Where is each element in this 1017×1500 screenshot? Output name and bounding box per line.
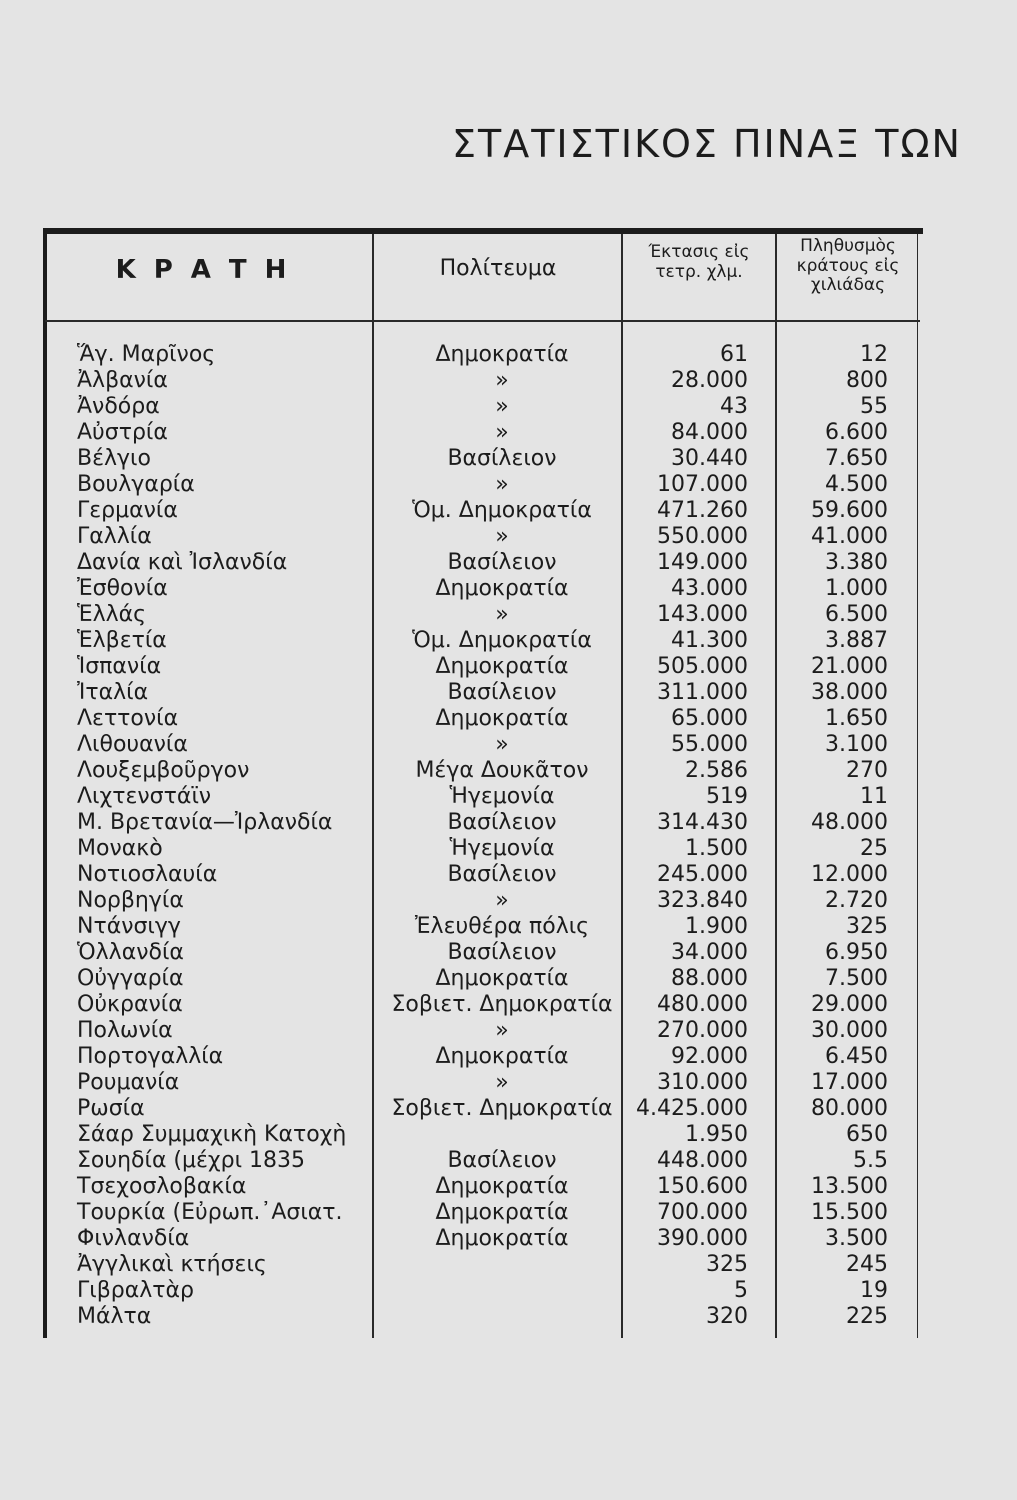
table-row [0, 888, 1017, 914]
regime-cell: Δημοκρατία [435, 1044, 569, 1069]
table-row [0, 810, 1017, 836]
state-name: Ἑλλάς [77, 602, 147, 627]
area-cell: 2.586 [685, 758, 748, 783]
regime-cell: Βασίλειον [447, 680, 557, 705]
table-row [0, 524, 1017, 550]
table-row [0, 1200, 1017, 1226]
regime-cell: » [495, 1070, 509, 1095]
area-cell: 143.000 [657, 602, 748, 627]
table-row [0, 628, 1017, 654]
area-cell: 88.000 [671, 966, 748, 991]
population-cell: 325 [846, 914, 888, 939]
area-cell: 1.500 [685, 836, 748, 861]
area-cell: 314.430 [657, 810, 748, 835]
regime-cell: Ὁμ. Δημοκρατία [412, 498, 592, 523]
regime-cell: Σοβιετ. Δημοκρατία [391, 992, 613, 1017]
table-row [0, 550, 1017, 576]
area-cell: 505.000 [657, 654, 748, 679]
regime-cell: » [495, 888, 509, 913]
state-name: Νοτιοσλαυία [77, 862, 218, 887]
area-cell: 310.000 [657, 1070, 748, 1095]
area-cell: 34.000 [671, 940, 748, 965]
state-name: Ντάνσιγγ [77, 914, 181, 939]
state-name: Βουλγαρία [77, 472, 195, 497]
header-states: ΚΡΑΤΗ [115, 255, 305, 285]
population-cell: 4.500 [825, 472, 888, 497]
regime-cell: » [495, 394, 509, 419]
table-row [0, 1226, 1017, 1252]
population-cell: 6.450 [825, 1044, 888, 1069]
table-row [0, 836, 1017, 862]
state-name: Φινλανδία [77, 1226, 190, 1251]
population-cell: 3.500 [825, 1226, 888, 1251]
table-row [0, 1070, 1017, 1096]
population-cell: 59.600 [811, 498, 888, 523]
state-name: Λουξεμβοῦργον [77, 758, 250, 783]
table-top-rule [45, 228, 923, 234]
area-cell: 41.300 [671, 628, 748, 653]
population-cell: 7.650 [825, 446, 888, 471]
state-name: Ἅγ. Μαρῖνος [77, 342, 216, 367]
regime-cell: » [495, 420, 509, 445]
regime-cell: » [495, 602, 509, 627]
regime-cell: » [495, 368, 509, 393]
population-cell: 2.720 [825, 888, 888, 913]
population-cell: 3.887 [825, 628, 888, 653]
state-name: Ἑλβετία [77, 628, 167, 653]
header-rule [45, 320, 920, 322]
regime-cell: Δημοκρατία [435, 342, 569, 367]
population-cell: 270 [846, 758, 888, 783]
state-name: Νορβηγία [77, 888, 184, 913]
area-cell: 28.000 [671, 368, 748, 393]
population-cell: 650 [846, 1122, 888, 1147]
regime-cell: Βασίλειον [447, 940, 557, 965]
area-cell: 61 [720, 342, 748, 367]
regime-cell: Βασίλειον [447, 810, 557, 835]
state-name: Λιχτενστάϊν [77, 784, 212, 809]
area-cell: 1.900 [685, 914, 748, 939]
table-row [0, 420, 1017, 446]
population-cell: 3.100 [825, 732, 888, 757]
state-name: Πορτογαλλία [77, 1044, 224, 1069]
population-cell: 55 [860, 394, 888, 419]
population-cell: 17.000 [811, 1070, 888, 1095]
population-cell: 5.5 [853, 1148, 888, 1173]
state-name: Σάαρ Συμμαχικὴ Κατοχὴ [77, 1122, 347, 1147]
page-title: ΣΤΑΤΙΣΤΙΚΟΣ ΠΙΝΑΞ ΤΩΝ [452, 122, 962, 166]
area-cell: 55.000 [671, 732, 748, 757]
regime-cell: » [495, 524, 509, 549]
population-cell: 225 [846, 1304, 888, 1329]
regime-cell: Βασίλειον [447, 862, 557, 887]
regime-cell: Δημοκρατία [435, 1174, 569, 1199]
population-cell: 6.600 [825, 420, 888, 445]
regime-cell: Δημοκρατία [435, 1226, 569, 1251]
area-cell: 43.000 [671, 576, 748, 601]
regime-cell: Δημοκρατία [435, 706, 569, 731]
header-area: Έκτασις εἰς τετρ. χλμ. [648, 242, 750, 282]
table-row [0, 862, 1017, 888]
table-row [0, 732, 1017, 758]
population-cell: 245 [846, 1252, 888, 1277]
regime-cell: Δημοκρατία [435, 966, 569, 991]
table-row [0, 446, 1017, 472]
area-cell: 311.000 [657, 680, 748, 705]
area-cell: 5 [734, 1278, 748, 1303]
table-row [0, 1148, 1017, 1174]
table-row [0, 1304, 1017, 1330]
population-cell: 25 [860, 836, 888, 861]
area-cell: 471.260 [657, 498, 748, 523]
population-cell: 1.000 [825, 576, 888, 601]
population-cell: 30.000 [811, 1018, 888, 1043]
area-cell: 700.000 [657, 1200, 748, 1225]
regime-cell: Ἡγεμονία [449, 784, 555, 809]
population-cell: 3.380 [825, 550, 888, 575]
state-name: Τουρκία (Εὐρωπ.᾿Ασιατ. [77, 1200, 343, 1225]
regime-cell: Σοβιετ. Δημοκρατία [391, 1096, 613, 1121]
state-name: Ρωσία [77, 1096, 145, 1121]
state-name: Μ. Βρετανία—Ἰρλανδία [77, 810, 333, 835]
table-row [0, 784, 1017, 810]
state-name: Μονακὸ [77, 836, 163, 861]
population-cell: 800 [846, 368, 888, 393]
table-row [0, 940, 1017, 966]
regime-cell: Βασίλειον [447, 446, 557, 471]
table-row [0, 1096, 1017, 1122]
area-cell: 30.440 [671, 446, 748, 471]
area-cell: 4.425.000 [636, 1096, 748, 1121]
table-row [0, 680, 1017, 706]
state-name: Σουηδία (μέχρι 1835 [77, 1148, 306, 1173]
regime-cell: Δημοκρατία [435, 654, 569, 679]
state-name: Γαλλία [77, 524, 152, 549]
area-cell: 107.000 [657, 472, 748, 497]
population-cell: 19 [860, 1278, 888, 1303]
population-cell: 7.500 [825, 966, 888, 991]
area-cell: 84.000 [671, 420, 748, 445]
state-name: Βέλγιο [77, 446, 151, 471]
population-cell: 12.000 [811, 862, 888, 887]
population-cell: 41.000 [811, 524, 888, 549]
area-cell: 519 [706, 784, 748, 809]
population-cell: 15.500 [811, 1200, 888, 1225]
table-row [0, 1252, 1017, 1278]
area-cell: 92.000 [671, 1044, 748, 1069]
table-row [0, 1044, 1017, 1070]
area-cell: 43 [720, 394, 748, 419]
state-name: Γιβραλτὰρ [77, 1278, 194, 1303]
state-name: Αὐστρία [77, 420, 168, 445]
area-cell: 150.600 [657, 1174, 748, 1199]
area-cell: 270.000 [657, 1018, 748, 1043]
header-population: Πληθυσμὸς κράτους εἰς χιλιάδας [796, 236, 900, 296]
table-row [0, 602, 1017, 628]
state-name: Λιθουανία [77, 732, 188, 757]
state-name: Ἀνδόρα [77, 394, 160, 419]
state-name: Οὐκρανία [77, 992, 183, 1017]
table-row [0, 706, 1017, 732]
table-row [0, 1122, 1017, 1148]
area-cell: 1.950 [685, 1122, 748, 1147]
area-cell: 320 [706, 1304, 748, 1329]
table-row [0, 1174, 1017, 1200]
regime-cell: Ἐλευθέρα πόλις [414, 914, 590, 939]
regime-cell: Μέγα Δουκᾶτον [415, 758, 589, 783]
area-cell: 325 [706, 1252, 748, 1277]
area-cell: 245.000 [657, 862, 748, 887]
area-cell: 550.000 [657, 524, 748, 549]
table-row [0, 1278, 1017, 1304]
state-name: Ἰταλία [77, 680, 149, 705]
regime-cell: Ὁμ. Δημοκρατία [412, 628, 592, 653]
area-cell: 65.000 [671, 706, 748, 731]
table-row [0, 992, 1017, 1018]
table-row [0, 914, 1017, 940]
table-row [0, 368, 1017, 394]
regime-cell: Βασίλειον [447, 1148, 557, 1173]
population-cell: 6.950 [825, 940, 888, 965]
state-name: Λεττονία [77, 706, 179, 731]
population-cell: 80.000 [811, 1096, 888, 1121]
population-cell: 12 [860, 342, 888, 367]
table-row [0, 654, 1017, 680]
state-name: Ἱσπανία [77, 654, 162, 679]
state-name: Μάλτα [77, 1304, 152, 1329]
state-name: Ὁλλανδία [77, 940, 184, 965]
table-row [0, 498, 1017, 524]
regime-cell: Δημοκρατία [435, 576, 569, 601]
area-cell: 390.000 [657, 1226, 748, 1251]
state-name: Τσεχοσλοβακία [77, 1174, 247, 1199]
regime-cell: » [495, 1018, 509, 1043]
area-cell: 448.000 [657, 1148, 748, 1173]
state-name: Ἀγγλικαὶ κτήσεις [77, 1252, 267, 1277]
state-name: Ἀλβανία [77, 368, 168, 393]
area-cell: 149.000 [657, 550, 748, 575]
table-row [0, 758, 1017, 784]
population-cell: 29.000 [811, 992, 888, 1017]
table-row [0, 342, 1017, 368]
population-cell: 1.650 [825, 706, 888, 731]
state-name: Ρουμανία [77, 1070, 180, 1095]
regime-cell: » [495, 732, 509, 757]
population-cell: 6.500 [825, 602, 888, 627]
state-name: Οὐγγαρία [77, 966, 184, 991]
state-name: Δανία καὶ Ἰσλανδία [77, 550, 288, 575]
table-row [0, 966, 1017, 992]
table-row [0, 472, 1017, 498]
regime-cell: » [495, 472, 509, 497]
population-cell: 48.000 [811, 810, 888, 835]
area-cell: 480.000 [657, 992, 748, 1017]
regime-cell: Βασίλειον [447, 550, 557, 575]
header-regime: Πολίτευμα [439, 256, 557, 281]
state-name: Ἐσθονία [77, 576, 168, 601]
population-cell: 21.000 [811, 654, 888, 679]
state-name: Γερμανία [77, 498, 178, 523]
regime-cell: Ἡγεμονία [449, 836, 555, 861]
table-row [0, 576, 1017, 602]
population-cell: 38.000 [811, 680, 888, 705]
table-body [0, 342, 1017, 1330]
population-cell: 11 [860, 784, 888, 809]
regime-cell: Δημοκρατία [435, 1200, 569, 1225]
table-row [0, 394, 1017, 420]
population-cell: 13.500 [811, 1174, 888, 1199]
state-name: Πολωνία [77, 1018, 173, 1043]
area-cell: 323.840 [657, 888, 748, 913]
table-row [0, 1018, 1017, 1044]
